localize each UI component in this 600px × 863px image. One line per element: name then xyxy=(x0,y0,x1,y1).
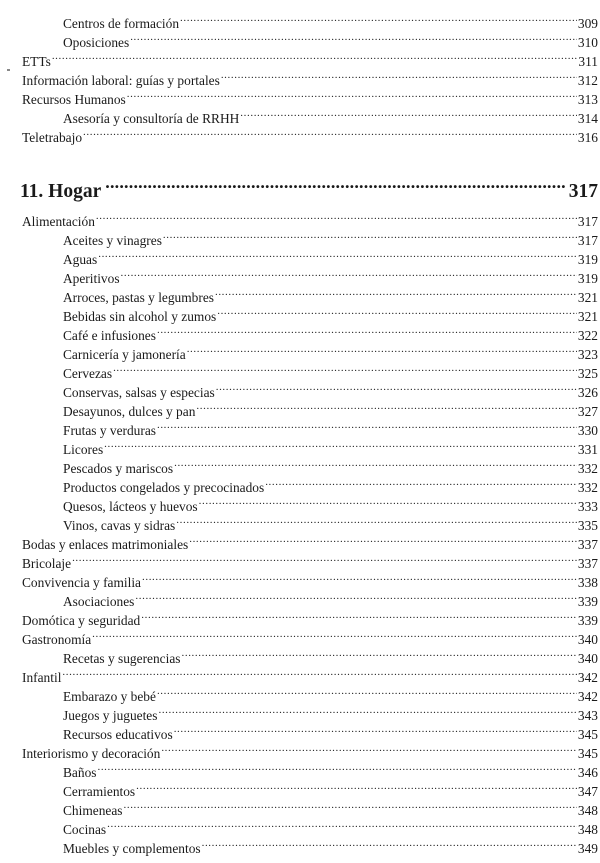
toc-entry-label: Recursos educativos xyxy=(63,727,173,742)
toc-entry-page-number: 340 xyxy=(577,632,598,647)
dot-leader xyxy=(72,549,577,568)
toc-entry-page-number: 347 xyxy=(577,784,598,799)
toc-entry-label: Domótica y seguridad xyxy=(22,613,141,628)
dot-leader xyxy=(157,416,577,435)
toc-entry-page-number: 339 xyxy=(577,613,598,628)
toc-entry-page-number: 342 xyxy=(577,670,598,685)
dot-leader xyxy=(174,720,577,739)
toc-entry-page-number: 348 xyxy=(577,822,598,837)
dot-leader xyxy=(163,226,577,245)
toc-entry-page-number: 343 xyxy=(577,708,598,723)
dot-leader xyxy=(176,511,577,530)
toc-entry[interactable] xyxy=(22,226,598,248)
toc-entry[interactable] xyxy=(22,123,598,145)
toc-entry[interactable] xyxy=(22,568,598,590)
dot-leader xyxy=(124,796,577,815)
toc-entry-label: Pescados y mariscos xyxy=(63,461,174,476)
toc-entry-page-number: 332 xyxy=(577,461,598,476)
toc-entry-page-number: 346 xyxy=(577,765,598,780)
toc-entry-page-number: 338 xyxy=(577,575,598,590)
chapter-page-number: 317 xyxy=(568,181,598,202)
dot-leader xyxy=(135,587,577,606)
toc-entry[interactable] xyxy=(22,777,598,799)
toc-entry-page-number: 330 xyxy=(577,423,598,438)
dot-leader xyxy=(265,473,577,492)
toc-entry[interactable] xyxy=(22,47,598,69)
toc-entry-label: Cervezas xyxy=(63,366,113,381)
toc-entry-page-number: 332 xyxy=(577,480,598,495)
toc-entry-page-number: 325 xyxy=(577,366,598,381)
toc-entry[interactable] xyxy=(22,454,598,476)
toc-entry-label: Chimeneas xyxy=(63,803,123,818)
toc-entry-label: Bricolaje xyxy=(22,556,72,571)
toc-entry-page-number: 342 xyxy=(577,689,598,704)
toc-entry-page-number: 337 xyxy=(577,537,598,552)
toc-entry-label: Café e infusiones xyxy=(63,328,156,343)
dot-leader xyxy=(62,663,576,682)
dot-leader xyxy=(96,207,577,226)
toc-entry-label: Vinos, cavas y sidras xyxy=(63,518,176,533)
toc-entry[interactable] xyxy=(22,834,598,856)
dot-leader xyxy=(136,777,577,796)
toc-entry-page-number: 312 xyxy=(577,73,598,88)
toc-entry-label: Aguas xyxy=(63,252,98,267)
dot-leader xyxy=(216,378,577,397)
dot-leader xyxy=(158,701,576,720)
toc-entry-label: Desayunos, dulces y pan xyxy=(63,404,196,419)
toc-entry-page-number: 327 xyxy=(577,404,598,419)
dot-leader xyxy=(180,9,577,28)
toc-entry-page-number: 340 xyxy=(577,651,598,666)
toc-entry-page-number: 323 xyxy=(577,347,598,362)
toc-entry-label: Aperitivos xyxy=(63,271,120,286)
toc-entry-label: Productos congelados y precocinados xyxy=(63,480,265,495)
toc-entry-page-number: 309 xyxy=(577,16,598,31)
toc-entry-page-number: 316 xyxy=(577,130,598,145)
toc-entry-label: Aceites y vinagres xyxy=(63,233,162,248)
dot-leader xyxy=(215,283,577,302)
dot-leader xyxy=(113,359,577,378)
toc-entry-label: Cocinas xyxy=(63,822,107,837)
toc-entry-page-number: 345 xyxy=(577,727,598,742)
toc-entry-page-number: 322 xyxy=(577,328,598,343)
toc-entry[interactable] xyxy=(22,66,598,88)
toc-entry[interactable] xyxy=(22,245,598,267)
toc-entry-label: Recursos Humanos xyxy=(22,92,126,107)
dot-leader xyxy=(105,167,565,197)
toc-entry-label: Interiorismo y decoración xyxy=(22,746,161,761)
dot-leader xyxy=(107,815,577,834)
dot-leader xyxy=(221,66,577,85)
toc-entry-label: Embarazo y bebé xyxy=(63,689,156,704)
toc-entry-label: Información laboral: guías y portales xyxy=(22,73,220,88)
dot-leader xyxy=(174,454,577,473)
toc-entry-page-number: 313 xyxy=(577,92,598,107)
dot-leader xyxy=(182,644,577,663)
toc-entry-page-number: 317 xyxy=(577,214,598,229)
dot-leader xyxy=(104,435,577,454)
toc-entry[interactable] xyxy=(22,663,598,685)
dot-leader xyxy=(142,568,577,587)
dot-leader xyxy=(121,264,577,283)
dot-leader xyxy=(217,302,577,321)
dot-leader xyxy=(157,682,577,701)
toc-entry-label: Recetas y sugerencias xyxy=(63,651,181,666)
toc-entry-label: Alimentación xyxy=(22,214,95,229)
dot-leader xyxy=(202,834,577,853)
toc-entry-page-number: 319 xyxy=(577,271,598,286)
toc-entry-page-number: 339 xyxy=(577,594,598,609)
toc-entry[interactable] xyxy=(22,758,598,780)
dot-leader xyxy=(240,104,577,123)
dot-leader xyxy=(130,28,577,47)
toc-entry-label: Conservas, salsas y especias xyxy=(63,385,215,400)
toc-entry-label: Cerramientos xyxy=(63,784,136,799)
dot-leader xyxy=(92,625,577,644)
toc-entry-page-number: 321 xyxy=(577,309,598,324)
toc-entry-label: Infantil xyxy=(22,670,62,685)
toc-entry[interactable] xyxy=(22,815,598,837)
dot-leader xyxy=(141,606,577,625)
dot-leader xyxy=(127,85,577,104)
toc-entry[interactable] xyxy=(22,207,598,229)
toc-entry[interactable] xyxy=(22,682,598,704)
toc-entry-page-number: 335 xyxy=(577,518,598,533)
toc-entry-label: Baños xyxy=(63,765,97,780)
toc-entry[interactable] xyxy=(22,644,598,666)
toc-entry-page-number: 345 xyxy=(577,746,598,761)
toc-entry-page-number: 348 xyxy=(577,803,598,818)
toc-entry[interactable] xyxy=(22,625,598,647)
dot-leader xyxy=(52,47,578,66)
toc-entry-page-number: 311 xyxy=(578,54,598,69)
scan-mark xyxy=(7,69,10,71)
toc-entry-label: Gastronomía xyxy=(22,632,92,647)
toc-entry-page-number: 337 xyxy=(577,556,598,571)
toc-entry[interactable] xyxy=(22,264,598,286)
dot-leader xyxy=(187,340,577,359)
dot-leader xyxy=(157,321,577,340)
toc-entry-page-number: 310 xyxy=(577,35,598,50)
dot-leader xyxy=(98,245,577,264)
toc-entry-page-number: 317 xyxy=(577,233,598,248)
toc-entry-label: Centros de formación xyxy=(63,16,180,31)
toc-entry[interactable] xyxy=(22,9,598,31)
dot-leader xyxy=(83,123,577,142)
toc-entry-page-number: 331 xyxy=(577,442,598,457)
toc-entry-page-number: 314 xyxy=(577,111,598,126)
toc-entry-label: Asesoría y consultoría de RRHH xyxy=(63,111,240,126)
toc-entry-page-number: 349 xyxy=(577,841,598,856)
toc-entry-label: Juegos y juguetes xyxy=(63,708,158,723)
toc-entry-label: Convivencia y familia xyxy=(22,575,141,590)
toc-entry-label: Licores xyxy=(63,442,104,457)
dot-leader xyxy=(97,758,576,777)
toc-section-previous xyxy=(22,9,598,145)
dot-leader xyxy=(189,530,577,549)
toc-entry[interactable] xyxy=(22,549,598,571)
dot-leader xyxy=(196,397,577,416)
toc-entry-label: ETTs xyxy=(22,54,51,69)
toc-entry-label: Asociaciones xyxy=(63,594,135,609)
toc-entry-label: Muebles y complementos xyxy=(63,841,201,856)
toc-entry-label: Carnicería y jamonería xyxy=(63,347,186,362)
dot-leader xyxy=(199,492,577,511)
toc-entry-label: Bodas y enlaces matrimoniales xyxy=(22,537,189,552)
toc-entry-label: Bebidas sin alcohol y zumos xyxy=(63,309,217,324)
toc-entry-page-number: 326 xyxy=(577,385,598,400)
chapter-title: 11. Hogar xyxy=(20,181,102,202)
dot-leader xyxy=(161,739,577,758)
toc-entry-page-number: 333 xyxy=(577,499,598,514)
toc-entry-page-number: 321 xyxy=(577,290,598,305)
toc-entry-page-number: 319 xyxy=(577,252,598,267)
toc-section-hogar xyxy=(22,207,598,856)
toc-entry-label: Quesos, lácteos y huevos xyxy=(63,499,198,514)
toc-entry[interactable] xyxy=(22,435,598,457)
toc-entry-label: Frutas y verduras xyxy=(63,423,156,438)
toc-entry-label: Teletrabajo xyxy=(22,130,83,145)
chapter-heading[interactable] xyxy=(20,167,598,202)
toc-entry-label: Oposiciones xyxy=(63,35,130,50)
toc-entry-label: Arroces, pastas y legumbres xyxy=(63,290,214,305)
